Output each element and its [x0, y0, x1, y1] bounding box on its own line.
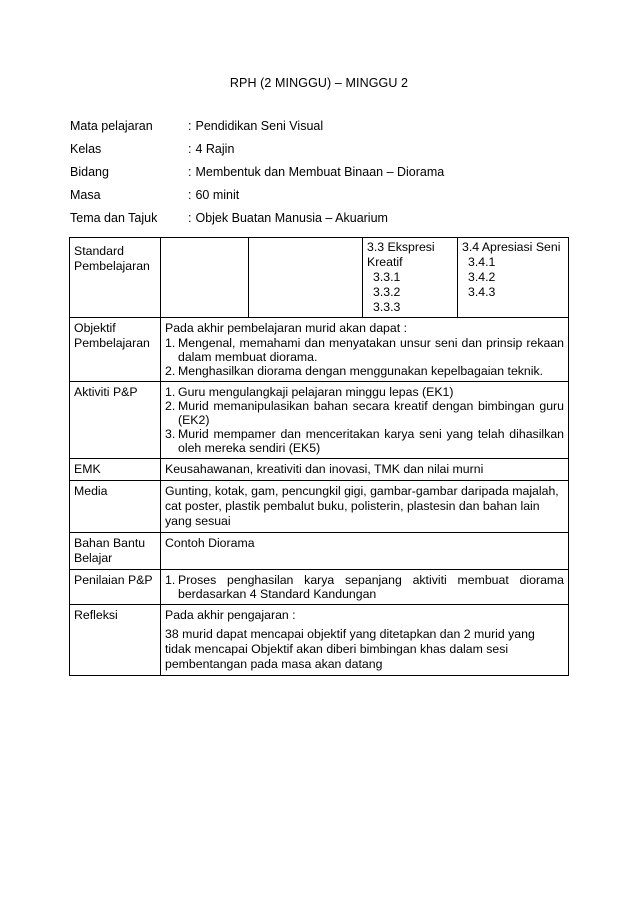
- table-row-objektif: [70, 318, 569, 382]
- list-item: 2. Menghasilkan diorama dengan menggunakan kepelbagaian teknik.: [165, 364, 544, 378]
- table-row-emk: [70, 459, 569, 481]
- refleksi-intro: Pada akhir pengajaran :: [165, 608, 296, 622]
- table-row-penilaian: [70, 570, 569, 605]
- standard-code: 3.4.3: [468, 285, 496, 299]
- info-value: Pendidikan Seni Visual: [195, 119, 324, 133]
- standard-code: 3.3.2: [373, 285, 401, 299]
- standard-ekspresi-cell: [363, 238, 458, 318]
- standard-apresiasi-cell: [458, 238, 569, 318]
- row-label: Aktiviti P&P: [70, 382, 161, 459]
- objektif-list: [165, 336, 564, 378]
- table-row-media: [70, 481, 569, 533]
- emk-text: Keusahawanan, kreativiti dan inovasi, TMK dan nilai murni: [161, 459, 569, 481]
- list-item: 1. Proses penghasilan karya sepanjang aktiviti membuat diorama berdasarkan 4 Standard Kandungan: [165, 573, 564, 601]
- row-label: Penilaian P&P: [70, 570, 161, 605]
- lesson-plan-table: [69, 237, 569, 676]
- list-item: 1. Guru mengulangkaji pelajaran minggu lepas (EK1): [165, 385, 454, 399]
- standard-heading: 3.3 Ekspresi Kreatif: [367, 240, 435, 269]
- objektif-intro: Pada akhir pembelajaran murid akan dapat :: [165, 321, 407, 335]
- info-label: Tema dan Tajuk: [70, 211, 158, 225]
- penilaian-list: [165, 573, 564, 601]
- list-item: 1. Mengenal, memahami dan menyatakan unsur seni dan prinsip rekaan dalam membuat diorama.: [165, 336, 564, 364]
- penilaian-cell: [161, 570, 569, 605]
- info-value: Objek Buatan Manusia – Akuarium: [195, 211, 388, 225]
- standard-code: 3.4.2: [468, 270, 496, 284]
- media-text: Gunting, kotak, gam, pencungkil gigi, gambar-gambar daripada majalah, cat poster, plastik pembalut buku, polisterin, plastesin dan bahan lain yang sesuai: [161, 481, 569, 533]
- standard-code: 3.3.1: [373, 270, 401, 284]
- objektif-cell: [161, 318, 569, 382]
- info-label: Bidang: [70, 165, 109, 179]
- row-label: Refleksi: [70, 605, 161, 676]
- standard-heading: 3.4 Apresiasi Seni: [462, 240, 561, 254]
- row-label: Objektif Pembelajaran: [70, 318, 161, 382]
- table-row-standard: [70, 238, 569, 318]
- info-value: 4 Rajin: [195, 142, 235, 156]
- table-row-aktiviti: [70, 382, 569, 459]
- standard-code: 3.3.3: [373, 300, 401, 314]
- aktiviti-list: [165, 385, 564, 455]
- info-value: 60 minit: [195, 188, 240, 202]
- list-item: 3. Murid mempamer dan menceritakan karya seni yang telah dihasilkan oleh mereka sendiri (EK5): [165, 427, 564, 455]
- row-label: Standard Pembelajaran: [70, 238, 161, 318]
- standard-code: 3.4.1: [468, 255, 496, 269]
- info-value: Membentuk dan Membuat Binaan – Diorama: [195, 165, 445, 179]
- empty-cell: [249, 238, 363, 318]
- refleksi-cell: [161, 605, 569, 676]
- row-label: Media: [70, 481, 161, 533]
- table-row-bahan: [70, 533, 569, 570]
- row-label: EMK: [70, 459, 161, 481]
- refleksi-text: 38 murid dapat mencapai objektif yang ditetapkan dan 2 murid yang tidak mencapai Objektif akan diberi bimbingan khas dalam sesi pembentangan pada masa akan datang: [165, 627, 535, 671]
- row-label: Bahan Bantu Belajar: [70, 533, 161, 570]
- empty-cell: [161, 238, 249, 318]
- table-row-refleksi: [70, 605, 569, 676]
- list-item: 2. Murid memanipulasikan bahan secara kreatif dengan bimbingan guru (EK2): [165, 399, 564, 427]
- info-label: Masa: [70, 188, 101, 202]
- info-label: Mata pelajaran: [70, 119, 153, 133]
- info-label: Kelas: [70, 142, 102, 156]
- aktiviti-cell: [161, 382, 569, 459]
- page-title: RPH (2 MINGGU) – MINGGU 2: [229, 76, 409, 90]
- bahan-text: Contoh Diorama: [161, 533, 569, 570]
